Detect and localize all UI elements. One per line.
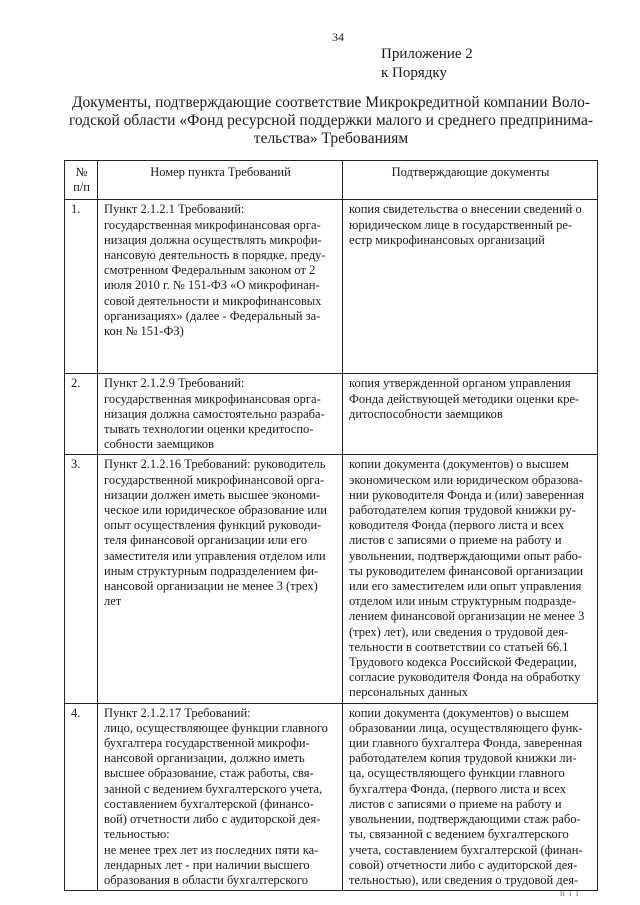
appendix-line: Приложение 2 xyxy=(381,46,473,62)
text-line: совой) отчетности либо с аудиторской дея- xyxy=(349,857,578,872)
text-line: персональных данных xyxy=(349,685,468,700)
text-line: смотренном Федеральным законом от 2 xyxy=(104,263,316,278)
header-documents: Подтверждающие документы xyxy=(343,161,598,200)
text-line: кон № 151-ФЗ) xyxy=(104,324,184,339)
requirement-cell xyxy=(98,200,343,374)
text-line: низация должна осуществлять микрофи- xyxy=(104,232,322,247)
text-line: экономическом или юридическом образова- xyxy=(349,472,583,487)
text-line: работодателем копия трудовой книжки ру- xyxy=(349,503,576,518)
requirements-table xyxy=(64,160,598,891)
title-line: тельства» Требованиям xyxy=(253,130,409,147)
text-line: (трех) лет), или сведения о трудовой дея- xyxy=(349,624,569,639)
row-number: 3. xyxy=(65,455,98,703)
row-number: 2. xyxy=(65,374,98,455)
text-line: лением финансовой организации не менее 3 xyxy=(349,609,585,624)
text-line: тывать технологии оценки кредитоспо- xyxy=(104,422,314,437)
documents-cell xyxy=(343,703,598,890)
text-line: увольнении, подтверждающими стаж рабо- xyxy=(349,812,581,827)
text-line: работодателем копия трудовой книжки ли- xyxy=(349,751,577,766)
documents-cell xyxy=(343,374,598,455)
title-line: годской области «Фонд ресурсной поддержки малого и среднего предпринима- xyxy=(68,112,594,129)
text-line: низации должен иметь высшее экономи- xyxy=(104,487,321,502)
text-line: не менее трех лет из последних пяти ка- xyxy=(104,842,319,857)
text-line: нансовой организации не менее 3 (трех) xyxy=(104,579,318,594)
text-line: Фонда действующей методики оценки кре- xyxy=(349,391,580,406)
text-line: иным структурным подразделением фи- xyxy=(104,563,319,578)
text-line: лицо, осуществляющее функции главного xyxy=(104,720,328,735)
text-line: занной с ведением бухгалтерского учета, xyxy=(104,781,323,796)
text-line: ческое или юридическое образование или xyxy=(104,503,327,518)
text-line: вой) отчетности либо с аудиторской дея- xyxy=(104,812,321,827)
text-line: дитоспособности заемщиков xyxy=(349,406,503,421)
text-line: Пункт 2.1.2.1 Требований: xyxy=(104,202,245,217)
header-item: Номер пункта Требований xyxy=(98,161,343,200)
text-line: лендарных лет - при наличии высшего xyxy=(104,857,310,872)
table-row xyxy=(65,200,598,374)
text-line: согласие руководителя Фонда на обработку xyxy=(349,670,581,685)
text-line: Пункт 2.1.2.9 Требований: xyxy=(104,376,245,391)
text-line: опыт осуществления функций руководи- xyxy=(104,518,322,533)
text-line: составлением бухгалтерской (финансо- xyxy=(104,796,314,811)
requirement-cell xyxy=(98,703,343,890)
text-line: нансовую деятельность в порядке, преду- xyxy=(104,248,326,263)
text-line: копия утвержденной органом управления xyxy=(349,376,571,391)
text-line: Пункт 2.1.2.17 Требований: xyxy=(104,705,251,720)
document-title xyxy=(66,94,596,148)
text-line: ты руководителем финансовой организации xyxy=(349,563,584,578)
text-line: низация должна самостоятельно разраба- xyxy=(104,406,325,421)
text-line: бухгалтера Фонда, (первого листа и всех xyxy=(349,781,566,796)
text-line: ты, связанной с ведением бухгалтерского xyxy=(349,827,569,842)
requirement-cell xyxy=(98,374,343,455)
text-line: государственная микрофинансовая орга- xyxy=(104,391,321,406)
text-line: Пункт 2.1.2.16 Требований: руководитель xyxy=(104,457,326,472)
text-line: ца, осуществляющего функции главного xyxy=(349,766,565,781)
table-header-row xyxy=(65,161,598,200)
header-number: № п/п xyxy=(65,161,98,200)
appendix-line: к Порядку xyxy=(381,65,447,81)
text-line: копия свидетельства о внесении сведений о xyxy=(349,202,582,217)
text-line: нии руководителя Фонда и (или) заверенная xyxy=(349,487,585,502)
text-line: естр микрофинансовых организаций xyxy=(349,232,545,247)
text-line: образовании лица, осуществляющего функ- xyxy=(349,720,583,735)
table-row xyxy=(65,703,598,890)
table-row xyxy=(65,374,598,455)
documents-cell xyxy=(343,200,598,374)
row-number: 1. xyxy=(65,200,98,374)
text-line: отделом или иным структурным подразде- xyxy=(349,594,576,609)
text-line: июля 2010 г. № 151-ФЗ «О микрофинан- xyxy=(104,278,320,293)
title-line: Документы, подтверждающие соответствие Микрокредитной компании Воло- xyxy=(71,94,590,111)
corner-marks: н ı ı xyxy=(560,888,580,898)
text-line: бухгалтера государственной микрофи- xyxy=(104,736,310,751)
text-line: лет xyxy=(104,594,122,609)
text-line: нансовой организации, должно иметь xyxy=(104,751,305,766)
text-line: высшее образование, стаж работы, свя- xyxy=(104,766,314,781)
text-line: государственной микрофинансовой орга- xyxy=(104,472,325,487)
documents-cell xyxy=(343,455,598,703)
text-line: ции главного бухгалтера Фонда, заверенная xyxy=(349,736,583,751)
appendix-heading xyxy=(381,45,473,83)
text-line: государственная микрофинансовая орга- xyxy=(104,217,321,232)
page-number: 34 xyxy=(332,30,344,44)
text-line: организациях» (далее - Федеральный за- xyxy=(104,308,321,323)
text-line: заместителя или управления отделом или xyxy=(104,548,326,563)
text-line: теля финансовой организации или его xyxy=(104,533,308,548)
text-line: копии документа (документов) о высшем xyxy=(349,457,569,472)
text-line: тельностью), или сведения о трудовой дея- xyxy=(349,872,579,887)
text-line: ководителя Фонда (первого листа и всех xyxy=(349,518,565,533)
text-line: копии документа (документов) о высшем xyxy=(349,705,569,720)
text-line: образования в области бухгалтерского xyxy=(104,872,308,887)
text-line: листов с записями о приеме на работу и xyxy=(349,533,562,548)
text-line: увольнении, подтверждающими опыт рабо- xyxy=(349,548,583,563)
text-line: учета, составлением бухгалтерской (финан- xyxy=(349,842,583,857)
text-line: или его заместителем или опыт управления xyxy=(349,579,582,594)
text-line: тельностью: xyxy=(104,827,170,842)
text-line: тельности в соответствии со статьей 66.1 xyxy=(349,639,569,654)
row-number: 4. xyxy=(65,703,98,890)
text-line: юридическом лице в государственный ре- xyxy=(349,217,573,232)
text-line: совой деятельности и микрофинансовых xyxy=(104,293,322,308)
text-line: листов с записями о приеме на работу и xyxy=(349,796,562,811)
text-line: собности заемщиков xyxy=(104,437,215,452)
text-line: Трудового кодекса Российской Федерации, xyxy=(349,655,577,670)
table-row xyxy=(65,455,598,703)
requirement-cell xyxy=(98,455,343,703)
